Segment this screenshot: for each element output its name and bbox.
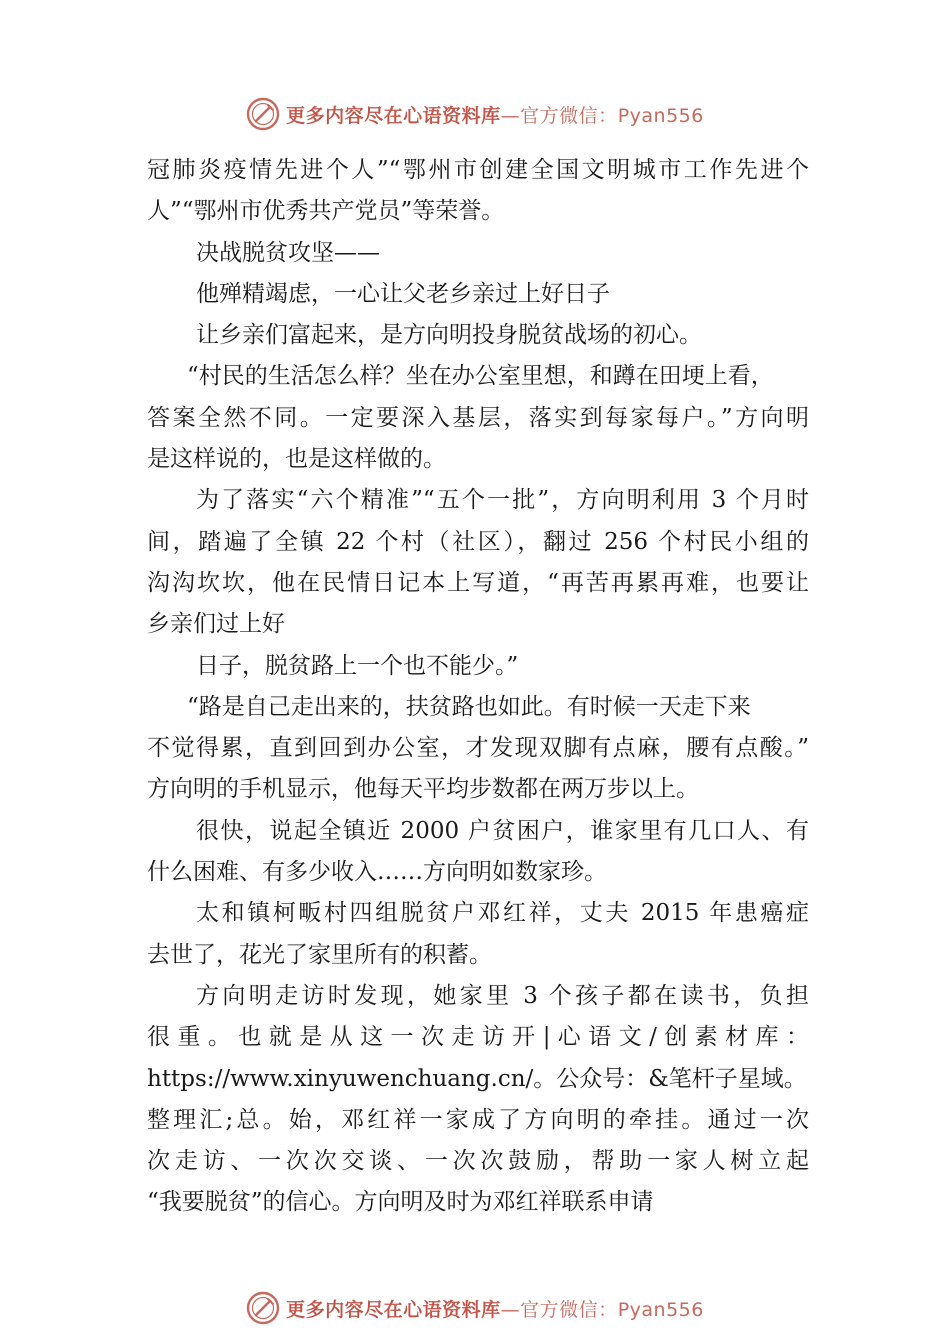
body-line: 什么困难、有多少收入……方向明如数家珍。: [147, 859, 607, 886]
body-line: 乡亲们过上好: [147, 611, 285, 638]
body-line: 让乡亲们富起来，是方向明投身脱贫战场的初心。: [196, 322, 702, 349]
banner-wechat-label: 官方微信：: [520, 104, 618, 127]
body-line: 不觉得累，直到回到办公室，才发现双脚有点麻，腰有点酸。”: [147, 735, 809, 762]
body-line: 冠肺炎疫情先进个人”“鄂州市创建全国文明城市工作先进个: [147, 157, 809, 183]
body-line: 整理汇;总。始，邓红祥一家成了方向明的牵挂。通过一次: [147, 1106, 809, 1133]
banner-separator: —: [500, 1298, 521, 1321]
body-line: 去世了，花光了家里所有的积蓄。: [147, 941, 492, 968]
banner-wechat-label: 官方微信：: [520, 1298, 618, 1321]
banner-brand-text: 更多内容尽在心语资料库: [286, 1298, 501, 1321]
body-line: 次走访、一次次交谈、一次次鼓励，帮助一家人树立起: [147, 1148, 809, 1175]
body-line: 很快，说起全镇近 2000 户贫困户，谁家里有几口人、有: [196, 817, 809, 844]
banner-wechat-id: Pyan556: [617, 104, 704, 127]
body-line-url: https://www.xinyuwenchuang.cn/。公众号：&笔杆子星域。: [147, 1065, 807, 1092]
body-line: 为了落实“六个精准”“五个一批”，方向明利用 3 个月时: [196, 487, 809, 514]
banner-brand-text: 更多内容尽在心语资料库: [286, 104, 501, 127]
body-line: 很 重 。 也 就 是 从 这 一 次 走 访 开 | 心 语 文 / 创 素 材 库 ：: [147, 1024, 809, 1051]
section-subheading: 他殚精竭虑，一心让父老乡亲过上好日子: [196, 280, 610, 307]
seal-logo-icon: [246, 1291, 280, 1325]
section-heading: 决战脱贫攻坚——: [196, 239, 380, 266]
header-banner: [0, 94, 950, 134]
banner-separator: —: [500, 104, 521, 127]
body-line: 间，踏遍了全镇 22 个村（社区），翻过 256 个村民小组的: [147, 528, 809, 555]
body-line: 人”“鄂州市优秀共产党员”等荣誉。: [147, 198, 505, 225]
body-line: “我要脱贫”的信心。方向明及时为邓红祥联系申请: [147, 1189, 654, 1216]
banner-wechat-id: Pyan556: [617, 1298, 704, 1321]
body-line: 方向明走访时发现，她家里 3 个孩子都在读书，负担: [196, 982, 809, 1009]
body-line: 方向明的手机显示，他每天平均步数都在两万步以上。: [147, 776, 699, 803]
body-line: 日子，脱贫路上一个也不能少。”: [196, 652, 519, 679]
body-line: 太和镇柯畈村四组脱贫户邓红祥，丈夫 2015 年患癌症: [196, 900, 809, 927]
body-line: “路是自己走出来的，扶贫路也如此。有时候一天走下来: [187, 693, 751, 720]
body-line: 答案全然不同。一定要深入基层，落实到每家每户。”方向明: [147, 404, 809, 431]
seal-logo-icon: [246, 97, 280, 131]
document-body: [147, 150, 809, 1224]
body-line: 是这样说的，也是这样做的。: [147, 446, 446, 473]
body-line: 沟沟坎坎，他在民情日记本上写道，“再苦再累再难，也要让: [147, 569, 809, 596]
body-line: “村民的生活怎么样？坐在办公室里想，和蹲在田埂上看，: [187, 363, 774, 390]
footer-banner: [0, 1288, 950, 1328]
